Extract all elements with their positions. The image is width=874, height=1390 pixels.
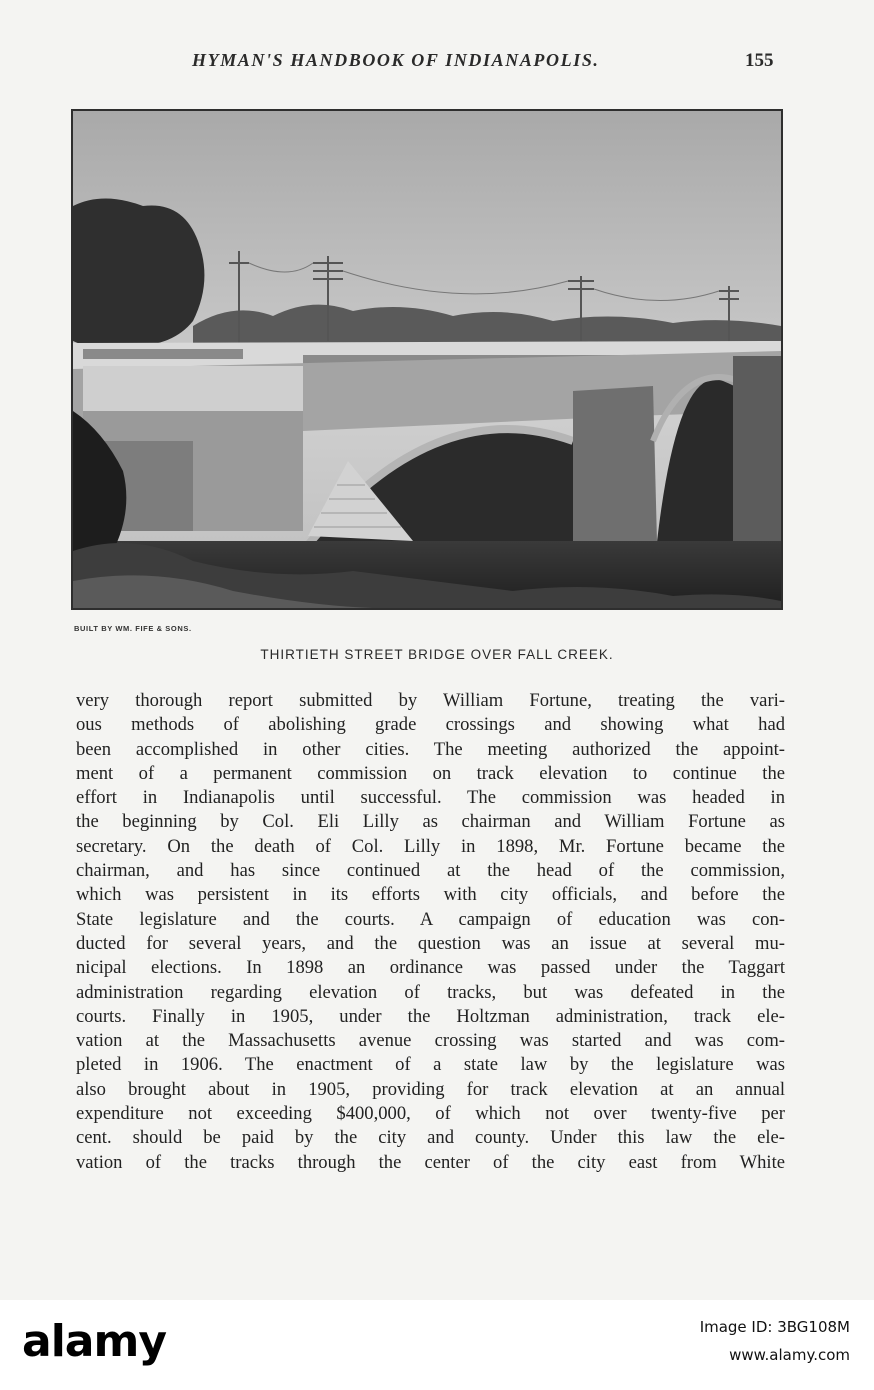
text-line: been accomplished in other cities. The meeting authorized the appoint- [76,738,785,760]
text-line: ment of a permanent commission on track elevation to continue the [76,762,785,784]
text-line: vation at the Massachusetts avenue crossing was started and was com- [76,1030,785,1052]
bridge-photograph [71,109,783,610]
running-title: HYMAN'S HANDBOOK OF INDIANAPOLIS. [192,50,600,70]
text-line: secretary. On the death of Col. Lilly in 1898, Mr. Fortune became the [76,835,785,857]
text-line: very thorough report submitted by William Fortune, treating the vari- [76,690,785,711]
text-line: administration regarding elevation of tracks, but was defeated in the [76,981,785,1003]
text-line: chairman, and has since continued at the head of the commission, [76,860,785,882]
text-line: State legislature and the courts. A campaign of education was con- [76,908,785,930]
image-id-label: Image ID: 3BG108M [699,1318,850,1336]
site-url-label: www.alamy.com [729,1346,850,1364]
text-line: cent. should be paid by the city and county. Under this law the ele- [76,1127,785,1149]
text-line: which was persistent in its efforts with city officials, and before the [76,884,785,906]
bridge-photo-illustration [73,111,781,608]
text-line: the beginning by Col. Eli Lilly as chairman and William Fortune as [76,811,785,833]
alamy-logo: alamy [22,1316,166,1367]
page-number: 155 [745,50,774,71]
text-line: pleted in 1906. The enactment of a state law by the legislature was [76,1054,785,1076]
text-line: courts. Finally in 1905, under the Holtzman administration, track ele- [76,1005,785,1027]
text-line: expenditure not exceeding $400,000, of which not over twenty-five per [76,1103,785,1125]
text-line: ous methods of abolishing grade crossings and showing what had [76,714,785,736]
photo-caption: THIRTIETH STREET BRIDGE OVER FALL CREEK. [260,647,614,662]
text-line: ducted for several years, and the question was an issue at several mu- [76,932,785,954]
watermark-bar [0,1300,874,1390]
text-line: effort in Indianapolis until successful. The commission was headed in [76,787,785,809]
text-line: also brought about in 1905, providing for track elevation at an annual [76,1078,785,1100]
page-header [0,50,874,74]
body-paragraph [76,689,785,1175]
text-line: vation of the tracks through the center of the city east from White [76,1151,785,1173]
photo-credit: BUILT BY WM. FIFE & SONS. [74,624,192,633]
text-line: nicipal elections. In 1898 an ordinance was passed under the Taggart [76,957,785,979]
